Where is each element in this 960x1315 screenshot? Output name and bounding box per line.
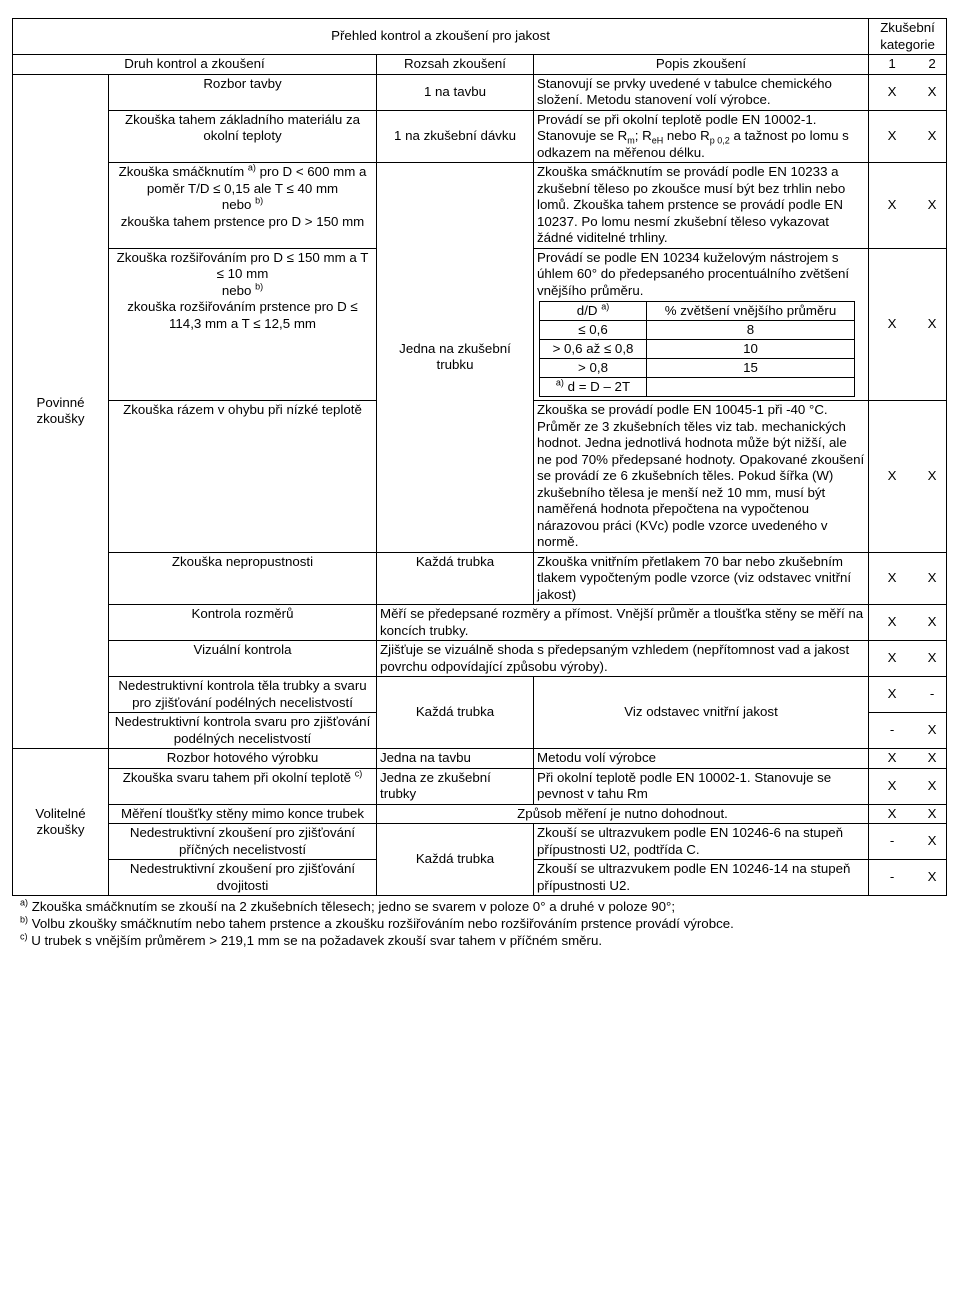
- test-scope: Každá trubka: [377, 824, 534, 896]
- test-description: Zkouška vnitřním přetlakem 70 bar nebo zkušebním tlakem vypočteným podle vzorce (viz odstavec vnitřní jakost): [534, 552, 869, 605]
- test-type: Měření tloušťky stěny mimo konce trubek: [109, 804, 377, 824]
- footnote: $^{c)}$ U trubek s vnějším průměrem > 219,1 mm se na požadavek zkouší svar tahem v příčném směru.: [20, 931, 603, 948]
- test-description: Měří se předepsané rozměry a přímost. Vnější průměr a tloušťka stěny se měří na koncích trubky.: [377, 605, 869, 641]
- table-row: [13, 824, 947, 860]
- column-header-description: Popis zkoušení: [534, 55, 869, 75]
- footnote: $^{b)}$ Volbu zkoušky smáčknutím nebo tahem prstence a zkoušku rozšiřováním nebo rozšiřováním prstence provádí výrobce.: [20, 914, 734, 931]
- footnote: $^{a)}$ Zkouška smáčknutím se zkouší na 2 zkušebních tělesech; jedno se svarem v poloze 0° a druhé v poloze 90°;: [20, 897, 676, 914]
- table-row: [13, 110, 947, 163]
- test-type: Kontrola rozměrů: [109, 605, 377, 641]
- test-scope: Jedna na tavbu: [377, 749, 534, 769]
- category-marks: X X: [869, 641, 947, 677]
- category-numbers: [869, 55, 947, 75]
- column-header-scope: Rozsah zkoušení: [377, 55, 534, 75]
- test-description: Zkouška se provádí podle EN 10045-1 při -40 °C. Průměr ze 3 zkušebních těles viz tab. mechanických hodnot. Jedna jednotlivá hodnota může být nižší, ale ne pod 70% předepsané hodnoty. Opakované zkoušení se provádí ze 6 zkušebních těles. Pokud šířka (W) zkušebního tělesa je menší než 10 mm, musí být naměřená hodnota přepočtena na vypočtenou nárazovou práci (KVc) podle vzorce uvedeného v normě.: [534, 401, 869, 553]
- test-type: Nedestruktivní zkoušení pro zjišťování dvojitosti: [109, 860, 377, 896]
- footnotes: [20, 898, 940, 949]
- category-marks: X X: [869, 163, 947, 249]
- test-description: Zkouší se ultrazvukem podle EN 10246-14 na stupeň přípustnosti U2.: [534, 860, 869, 896]
- category-2: 2: [928, 56, 936, 71]
- table-row: [13, 804, 947, 824]
- category-marks: X X: [869, 401, 947, 553]
- test-type: Nedestruktivní kontrola těla trubky a svaru pro zjišťování podélných necelistvostí: [109, 677, 377, 713]
- category-marks: - X: [869, 824, 947, 860]
- table-row: [13, 605, 947, 641]
- test-scope: 1 na zkušební dávku: [377, 110, 534, 163]
- test-scope: Jedna na zkušební trubku: [377, 163, 534, 553]
- table-title: Přehled kontrol a zkoušení pro jakost: [13, 19, 869, 55]
- test-description: Metodu volí výrobce: [534, 749, 869, 769]
- test-type: Zkouška smáčknutím $^{a)}$ pro D < 600 mm a poměr T/D ≤ 0,15 ale T ≤ 40 mm nebo $^{b)}$ zkouška tahem prstence pro D > 150 mm: [109, 163, 377, 249]
- category-marks: X X: [869, 804, 947, 824]
- test-type: Nedestruktivní kontrola svaru pro zjišťování podélných necelistvostí: [109, 713, 377, 749]
- test-description: Zkouší se ultrazvukem podle EN 10246-6 na stupeň přípustnosti U2, podtřída C.: [534, 824, 869, 860]
- category-1: 1: [888, 56, 896, 71]
- test-description: Provádí se při okolní teplotě podle EN 10002-1. Stanovuje se $R_m$; $R_{eH}$ nebo $R_{p 0,2}$ a tažnost po lomu s odkazem na měřenou délku.: [534, 110, 869, 163]
- table-row: [13, 749, 947, 769]
- group-optional: Volitelné zkoušky: [13, 749, 109, 896]
- test-description: Stanovují se prvky uvedené v tabulce chemického složení. Metodu stanovení volí výrobce.: [534, 74, 869, 110]
- category-marks: X X: [869, 749, 947, 769]
- category-marks: X X: [869, 552, 947, 605]
- test-scope: Jedna ze zkušební trubky: [377, 768, 534, 804]
- test-type: Rozbor tavby: [109, 74, 377, 110]
- group-mandatory: Povinné zkoušky: [13, 74, 109, 749]
- category-marks: X X: [869, 768, 947, 804]
- test-description: Viz odstavec vnitřní jakost: [534, 677, 869, 749]
- table-row: [13, 74, 947, 110]
- test-description: Zjišťuje se vizuálně shoda s předepsaným vzhledem (nepřítomnost vad a jakost povrchu odpovídající způsobu výroby).: [377, 641, 869, 677]
- category-marks: X X: [869, 248, 947, 401]
- table-row: [13, 677, 947, 713]
- test-scope: Každá trubka: [377, 677, 534, 749]
- category-marks: X -: [869, 677, 947, 713]
- test-type: Zkouška rozšiřováním pro D ≤ 150 mm a T ≤ 10 mm nebo $^{b)}$ zkouška rozšiřováním prstence pro D ≤ 114,3 mm a T ≤ 12,5 mm: [109, 248, 377, 401]
- test-type: Zkouška svaru tahem při okolní teplotě $^{c)}$: [109, 768, 377, 804]
- expansion-table: d/D $^{a)}$ % zvětšení vnějšího průměru ≤ 0,6 8 > 0,6 až ≤ 0,8 10 > 0,8 15 $^{a)}$ d = D – 2T: [539, 301, 855, 397]
- table-row: [13, 641, 947, 677]
- category-marks: - X: [869, 713, 947, 749]
- table-row: [13, 768, 947, 804]
- category-marks: X X: [869, 74, 947, 110]
- table-row: [13, 163, 947, 249]
- test-type: Zkouška tahem základního materiálu za okolní teploty: [109, 110, 377, 163]
- test-scope: Každá trubka: [377, 552, 534, 605]
- test-type: Vizuální kontrola: [109, 641, 377, 677]
- category-header: Zkušební kategorie: [869, 19, 947, 55]
- test-description: Způsob měření je nutno dohodnout.: [377, 804, 869, 824]
- test-description: Zkouška smáčknutím se provádí podle EN 10233 a zkušební těleso po zkoušce musí být bez trhlin nebo lomů. Zkouška tahem prstence se provádí podle EN 10237. Po lomu nesmí zkušební těleso vykazovat žádné viditelné trhliny.: [534, 163, 869, 249]
- test-description: Při okolní teplotě podle EN 10002-1. Stanovuje se pevnost v tahu Rm: [534, 768, 869, 804]
- test-type: Rozbor hotového výrobku: [109, 749, 377, 769]
- test-type: Zkouška nepropustnosti: [109, 552, 377, 605]
- test-type: Zkouška rázem v ohybu při nízké teplotě: [109, 401, 377, 553]
- test-description: Provádí se podle EN 10234 kuželovým nástrojem s úhlem 60° do předepsaného procentuálního zvětšení vnějšího průměru. d/D $^{a)}$ % zvětšení vnějšího průměru ≤ 0,6 8 > 0,6 až ≤ 0,8 10 > 0,8 15 $^{a)}$ d = D – 2T: [534, 248, 869, 401]
- table-title-row: [13, 19, 947, 55]
- column-header-type: Druh kontrol a zkoušení: [13, 55, 377, 75]
- category-marks: X X: [869, 110, 947, 163]
- test-type: Nedestruktivní zkoušení pro zjišťování příčných necelistvostí: [109, 824, 377, 860]
- table-row: [13, 552, 947, 605]
- category-marks: X X: [869, 605, 947, 641]
- category-marks: - X: [869, 860, 947, 896]
- test-scope: 1 na tavbu: [377, 74, 534, 110]
- inspection-table: [12, 18, 947, 896]
- column-header-row: [13, 55, 947, 75]
